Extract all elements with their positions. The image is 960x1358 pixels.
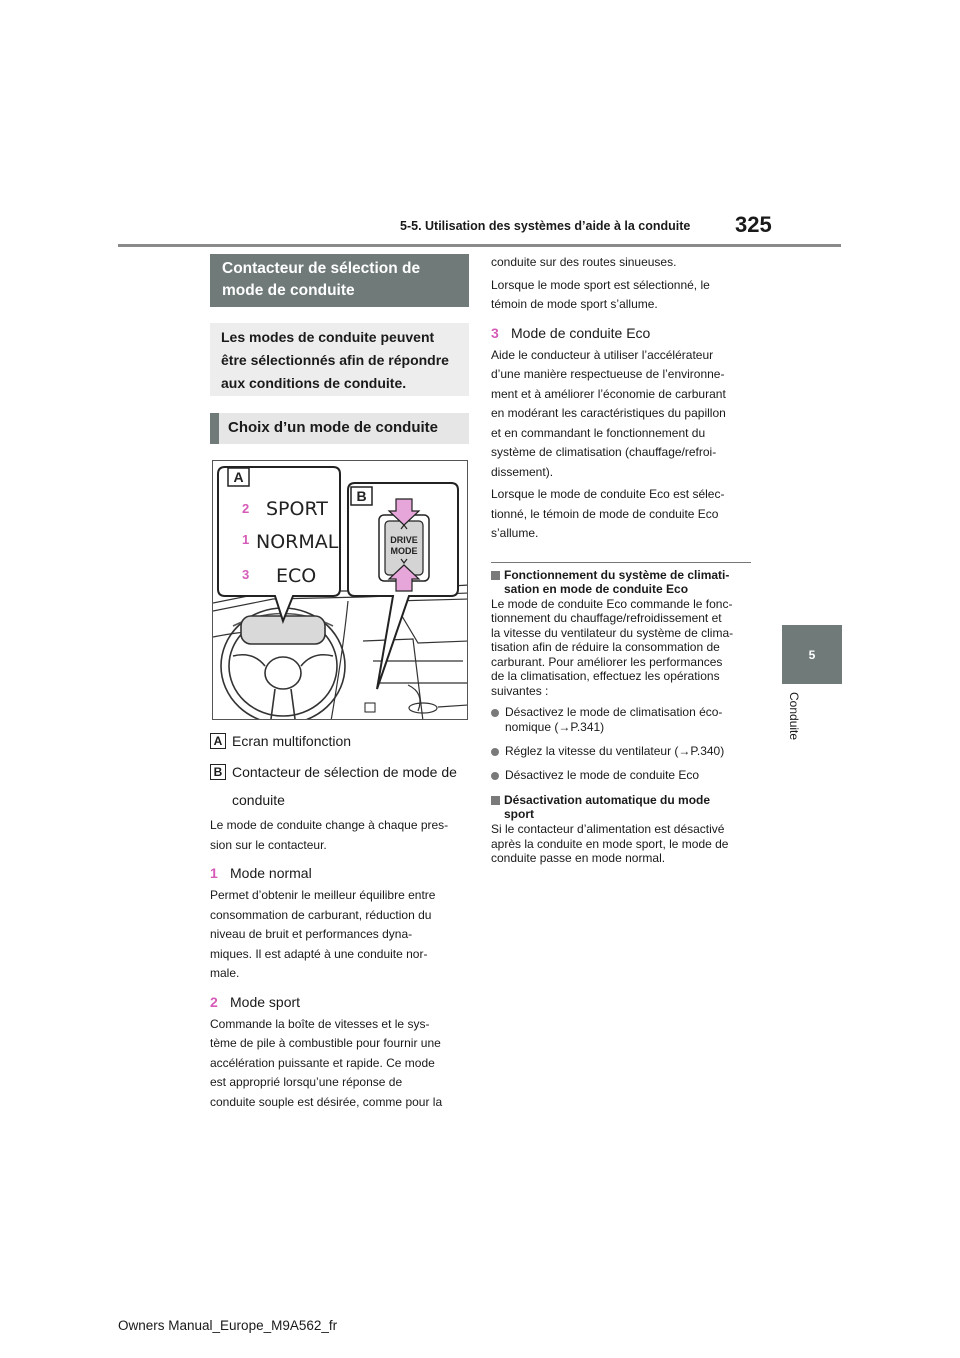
mode-eco-paragraph — [491, 346, 751, 544]
climate-line7: suivantes : — [491, 683, 549, 698]
steering-wheel-drawing — [221, 608, 345, 720]
callout-a-letter: A — [233, 469, 244, 485]
mode-sport-line5: conduite souple est désirée, comme pour la — [210, 1094, 443, 1109]
mode-label-eco: ECO — [276, 565, 317, 587]
mode-normal-paragraph — [210, 886, 472, 984]
climate-bullet-1-line2[interactable]: nomique (→P.341) — [505, 720, 605, 734]
mode-eco-title: Mode de conduite Eco — [511, 324, 651, 341]
sport-continued-paragraph — [491, 253, 751, 315]
climate-bullet-3 — [491, 768, 751, 783]
climate-paragraph — [491, 597, 751, 699]
legend-row-a — [210, 730, 472, 752]
mode-normal-title: Mode normal — [230, 865, 312, 881]
climate-line4: tisation afin de réduire la consommation de — [491, 640, 720, 654]
intro-line2: être sélectionnés afin de répondre — [221, 352, 449, 368]
mode-label-sport: SPORT — [266, 498, 328, 520]
mode-normal-line5: male. — [210, 966, 240, 980]
climate-line2: tionnement du chauffage/refroidissement et — [491, 611, 722, 625]
page-header-title: 5-5. Utilisation des systèmes d’aide à la conduite — [400, 219, 691, 233]
intro-box — [210, 323, 469, 396]
intro-line3: aux conditions de conduite. — [221, 375, 407, 391]
climate-line5: carburant. Pour améliorer les performances — [491, 654, 723, 669]
mode-eco-line9: tionné, le témoin de mode de conduite Eco — [491, 506, 719, 521]
mode-sport-title: Mode sport — [230, 993, 301, 1010]
sport-cont-line3: témoin de mode sport s’allume. — [491, 297, 658, 311]
auto-off-line3: conduite passe en mode normal. — [491, 851, 666, 865]
mode-normal-num: 1 — [210, 865, 218, 881]
mode-eco-line5: et en commandant le fonctionnement du — [491, 425, 706, 440]
left-column — [210, 730, 472, 1112]
legend-text-b-line1: Contacteur de sélection de mode de — [232, 764, 457, 780]
dash-switch-drawing — [365, 703, 375, 712]
notes-rule — [491, 562, 751, 563]
climate-line1: Le mode de conduite Eco commande le fonc- — [491, 596, 733, 611]
auto-off-heading-line1: Désactivation automatique du mode — [504, 793, 711, 807]
mode-sport-line2: tème de pile à combustible pour fournir une — [210, 1036, 441, 1050]
legend-text-a: Ecran multifonction — [232, 733, 352, 749]
climate-bullet-1 — [491, 705, 751, 735]
press-line1: Le mode de conduite change à chaque pres- — [210, 818, 449, 832]
sport-cont-line2: Lorsque le mode sport est sélectionné, le — [491, 277, 710, 292]
legend-text-b-line2: conduite — [232, 792, 285, 808]
auto-off-heading — [491, 793, 751, 821]
chapter-tab[interactable]: 5 — [782, 625, 842, 684]
page-number: 325 — [735, 212, 772, 237]
press-line2: sion sur le contacteur. — [210, 837, 327, 852]
mode-eco-line2: d’une manière respectueuse de l’environne- — [491, 367, 725, 381]
right-column — [491, 253, 751, 866]
mode-eco-line1: Aide le conducteur à utiliser l’accélérateur — [491, 347, 714, 362]
drive-mode-illustration — [213, 461, 468, 720]
chapter-label-text: Conduite — [787, 692, 801, 741]
mode-eco-line3: ment et à améliorer l’économie de carburant — [491, 386, 726, 401]
dashboard-drawing — [213, 585, 468, 720]
drive-mode-figure — [212, 460, 468, 720]
auto-off-line1: Si le contacteur d’alimentation est désactivé — [491, 822, 725, 836]
climate-bullet-1-line1: Désactivez le mode de climatisation éco- — [505, 705, 723, 719]
climate-bullet-2-text[interactable]: Réglez la vitesse du ventilateur (→P.340) — [505, 744, 725, 758]
climate-line6: de la climatisation, effectuez les opérations — [491, 669, 720, 683]
mode-eco-heading — [491, 323, 751, 343]
climate-heading-line2: sation en mode de conduite Eco — [504, 581, 689, 596]
mode-num-normal: 1 — [242, 532, 250, 547]
climate-bullet-3-text: Désactivez le mode de conduite Eco — [505, 768, 700, 782]
callout-b-letter: B — [356, 488, 367, 504]
mode-normal-line3: niveau de bruit et performances dyna- — [210, 927, 413, 941]
mode-normal-line1: Permet d’obtenir le meilleur équilibre entre — [210, 888, 436, 902]
mode-sport-heading — [210, 992, 472, 1012]
legend-text-b — [232, 761, 472, 811]
climate-bullet-2 — [491, 744, 751, 759]
auto-off-heading-line2: sport — [504, 807, 534, 821]
mode-eco-line10: s’allume. — [491, 526, 539, 540]
climate-heading-line1: Fonctionnement du système de climati- — [504, 567, 730, 582]
mode-sport-line1: Commande la boîte de vitesses et le sys- — [210, 1016, 430, 1031]
chapter-label — [787, 692, 801, 752]
auto-off-heading-marker — [491, 796, 500, 805]
legend-row-b — [210, 761, 472, 811]
bullet-dot — [491, 709, 499, 717]
switch-label-mode: MODE — [390, 546, 418, 556]
climate-heading-marker — [491, 571, 500, 580]
mode-num-sport: 2 — [242, 501, 250, 516]
intro-line1: Les modes de conduite peuvent — [221, 329, 435, 345]
mode-eco-line8: Lorsque le mode de conduite Eco est sélec- — [491, 487, 725, 501]
bullet-dot — [491, 772, 499, 780]
mode-sport-line4: est approprié lorsqu’une réponse de — [210, 1075, 403, 1089]
mode-eco-line4: en modérant les caractéristiques du papillon — [491, 406, 726, 420]
mode-label-normal: NORMAL — [256, 531, 339, 553]
section-banner-line2: mode de conduite — [222, 282, 355, 299]
climate-line3: la vitesse du ventilateur du système de clima- — [491, 625, 734, 640]
legend-key-a: A — [210, 733, 226, 749]
section-banner-line1: Contacteur de sélection de — [222, 260, 421, 277]
mode-normal-line4: miques. Il est adapté à une conduite nor- — [210, 946, 428, 961]
mode-eco-line7: dissement). — [491, 464, 554, 479]
header-rule — [118, 244, 841, 247]
sub-heading: Choix d’un mode de conduite — [210, 413, 469, 444]
mode-normal-line2: consommation de carburant, réduction du — [210, 907, 432, 922]
mode-sport-line3: accélération puissante et rapide. Ce mode — [210, 1055, 435, 1070]
mode-eco-line6: système de climatisation (chauffage/refroi- — [491, 445, 717, 459]
auto-off-paragraph — [491, 822, 751, 866]
mode-num-eco: 3 — [242, 567, 250, 582]
mode-sport-paragraph — [210, 1015, 472, 1113]
section-banner — [210, 254, 469, 307]
page-footer: Owners Manual_Europe_M9A562_fr — [118, 1318, 338, 1333]
auto-off-line2: après la conduite en mode sport, le mode de — [491, 836, 729, 851]
sport-cont-line1: conduite sur des routes sinueuses. — [491, 255, 677, 269]
mode-sport-num: 2 — [210, 993, 218, 1010]
climate-heading — [491, 568, 751, 596]
legend-key-b: B — [210, 764, 226, 780]
mode-normal-heading — [210, 863, 472, 883]
bullet-dot — [491, 748, 499, 756]
switch-label-drive: DRIVE — [390, 535, 418, 545]
press-paragraph — [210, 816, 472, 855]
mode-eco-num: 3 — [491, 324, 499, 341]
